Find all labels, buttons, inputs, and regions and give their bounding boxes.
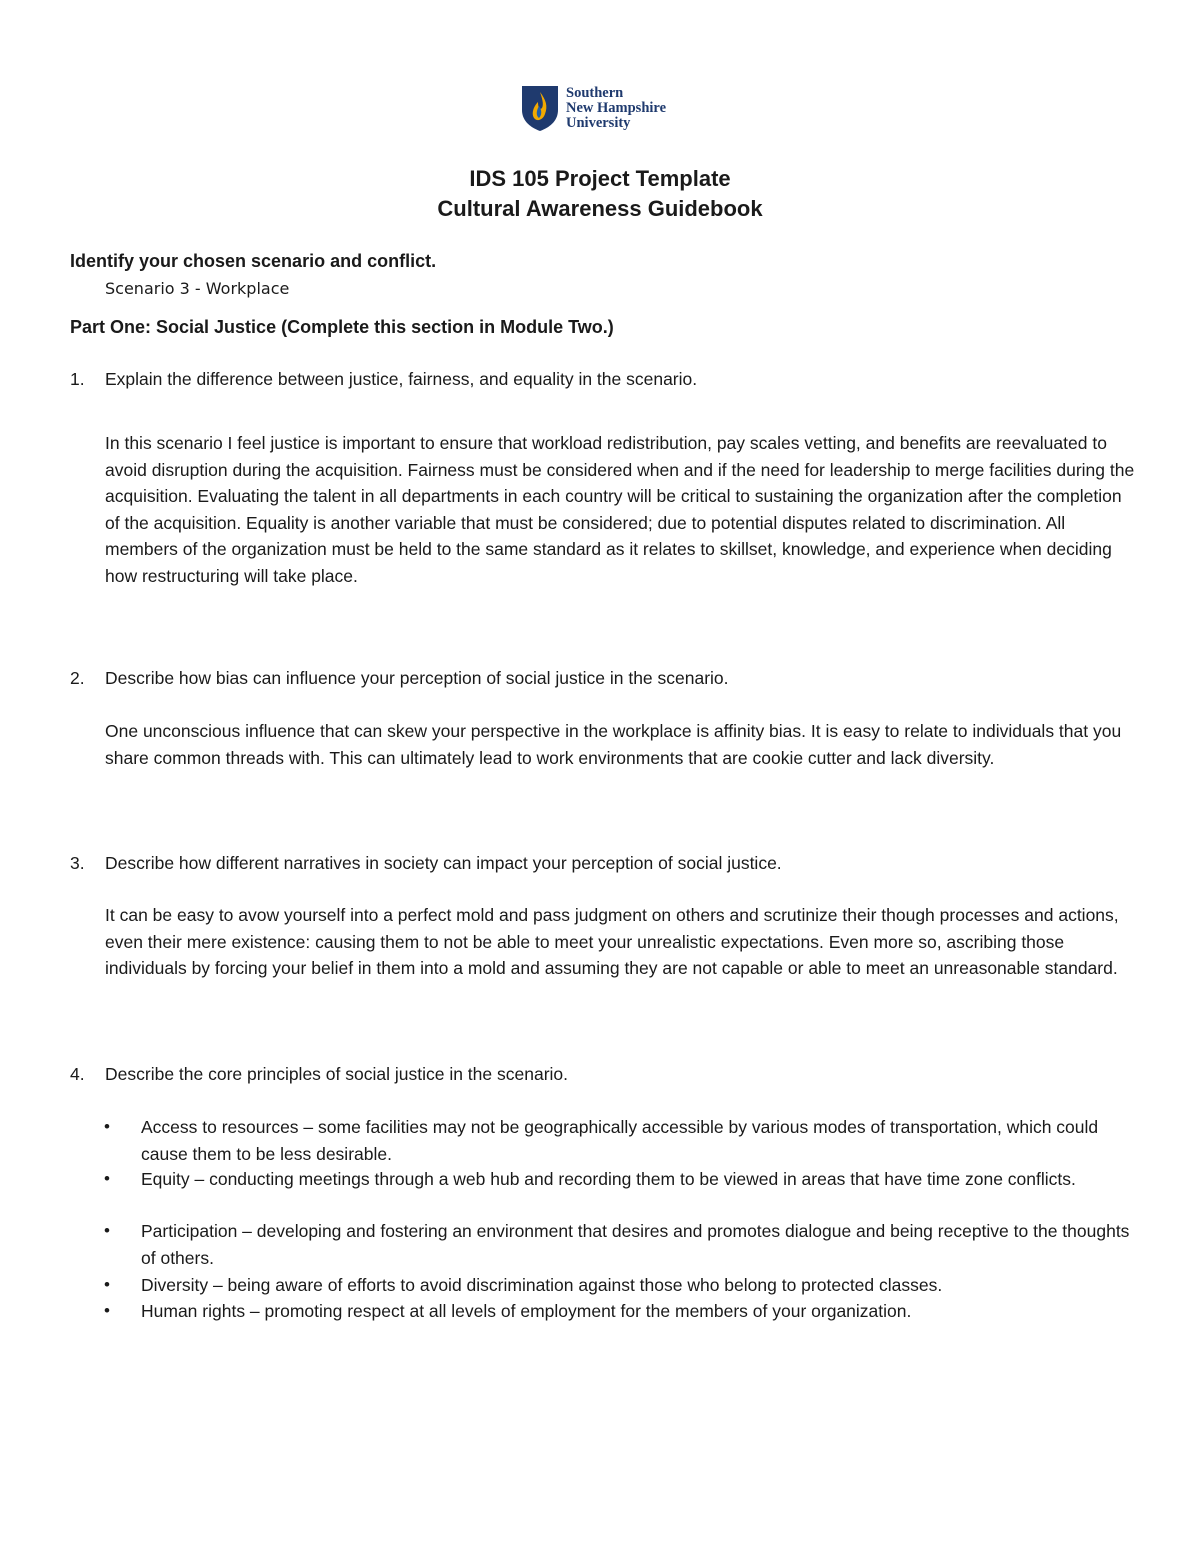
list-item: Equity – conducting meetings through a web hub and recording them to be viewed in areas that have time zone conflicts. <box>141 1169 1076 1189</box>
question-number: 3. <box>70 853 85 873</box>
logo-wordmark <box>566 86 666 131</box>
bullet-icon: • <box>104 1221 110 1240</box>
question-prompt: Describe how different narratives in society can impact your perception of social justice. <box>105 853 782 873</box>
list-item: Human rights – promoting respect at all levels of employment for the members of your organization. <box>141 1301 912 1321</box>
question-prompt: Explain the difference between justice, fairness, and equality in the scenario. <box>105 369 698 389</box>
question-answer: It can be easy to avow yourself into a perfect mold and pass judgment on others and scrutinize their though processes and actions, even their mere existence: causing them to not be able to meet your unrealistic expectations. Even more so, ascribing those individuals by forcing your belief in them into a mold and assuming they are not capable or able to meet an unreasonable standard. <box>105 905 1119 979</box>
scenario-value: Scenario 3 - Workplace <box>105 279 290 298</box>
logo-line-1: Southern <box>566 84 624 101</box>
bullet-icon: • <box>104 1275 110 1294</box>
list-item: Participation – developing and fostering an environment that desires and promotes dialogue and being receptive to the thoughts of others. <box>141 1221 1130 1268</box>
question-answer: In this scenario I feel justice is important to ensure that workload redistribution, pay scales vetting, and benefits are reevaluated to avoid disruption during the acquisition. Fairness must be considered when and if the need for leadership to merge facilities during the acquisition. Evaluating the talent in all departments in each country will be critical to sustaining the organization after the completion of the acquisition. Equality is another variable that must be considered; due to potential disputes related to discrimination. All members of the organization must be held to the same standard as it relates to skillset, knowledge, and experience when deciding how restructuring will take place. <box>105 433 1135 586</box>
question-number: 4. <box>70 1064 85 1084</box>
question-prompt: Describe the core principles of social justice in the scenario. <box>105 1064 568 1084</box>
scenario-heading: Identify your chosen scenario and conflict. <box>70 251 437 271</box>
question-answer: One unconscious influence that can skew your perspective in the workplace is affinity bias. It is easy to relate to individuals that you share common threads with. This can ultimately lead to work environments that are cookie cutter and lack diversity. <box>105 721 1122 768</box>
bullet-icon: • <box>104 1117 110 1136</box>
flame-shield-icon <box>520 84 560 132</box>
list-item: Access to resources – some facilities may not be geographically accessible by various modes of transportation, which could cause them to be less desirable. <box>141 1117 1099 1164</box>
question-number: 1. <box>70 369 85 389</box>
part-one-heading: Part One: Social Justice (Complete this section in Module Two.) <box>70 317 614 337</box>
bullet-icon: • <box>104 1301 110 1320</box>
university-logo <box>520 84 666 132</box>
logo-line-3: University <box>566 114 631 131</box>
logo-line-2: New Hampshire <box>566 99 667 116</box>
bullet-icon: • <box>104 1169 110 1188</box>
question-number: 2. <box>70 668 85 688</box>
list-item: Diversity – being aware of efforts to avoid discrimination against those who belong to protected classes. <box>141 1275 943 1295</box>
document-subtitle: Cultural Awareness Guidebook <box>437 196 763 221</box>
question-prompt: Describe how bias can influence your perception of social justice in the scenario. <box>105 668 729 688</box>
document-title: IDS 105 Project Template <box>469 166 731 191</box>
